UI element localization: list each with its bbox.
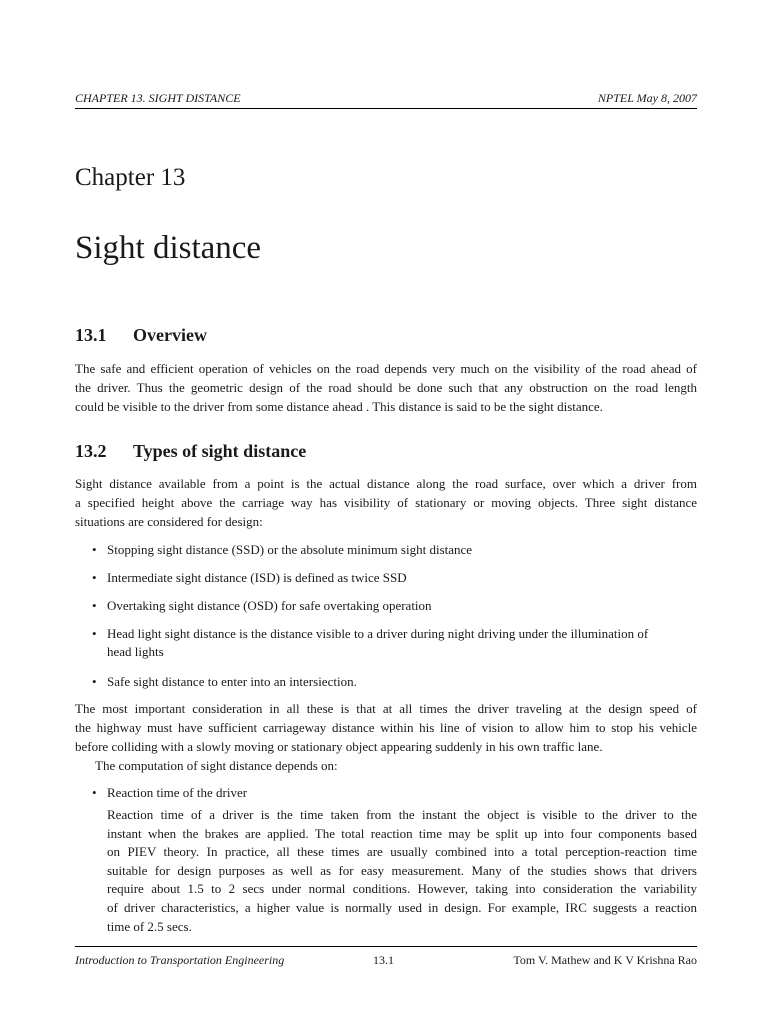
consideration-paragraph xyxy=(75,699,697,775)
section-number: 13.1 xyxy=(75,325,107,345)
bullet-dot: • xyxy=(92,542,97,557)
bullet-dot: • xyxy=(92,598,97,613)
list-item-text: Safe sight distance to enter into an intersiection. xyxy=(107,674,357,689)
paragraph-line: Reaction time of a driver is the time taken from the instant the object is visible to the driver to the xyxy=(107,807,697,822)
paragraph-line: Sight distance available from a point is the actual distance along the road surface, over which a driver from xyxy=(75,476,697,491)
list-item xyxy=(75,783,697,802)
list-item-text: Stopping sight distance (SSD) or the absolute minimum sight distance xyxy=(107,542,473,557)
section-title: Overview xyxy=(133,325,207,345)
list-item-text: Overtaking sight distance (OSD) for safe overtaking operation xyxy=(107,598,432,613)
paragraph-line: instant when the brakes are applied. The total reaction time may be split up into four components based xyxy=(107,825,697,841)
paragraph-line: The most important consideration in all these is that at all times the driver traveling at the design speed of xyxy=(75,701,697,716)
paragraph-line: require about 1.5 to 2 secs under normal conditions. However, taking into consideration the variability xyxy=(107,881,697,897)
footer-course-title: Introduction to Transportation Engineering xyxy=(75,953,285,967)
document-page xyxy=(75,0,697,1024)
list-item-text: Intermediate sight distance (ISD) is defined as twice SSD xyxy=(107,570,407,585)
list-item xyxy=(75,596,697,615)
list-item xyxy=(75,540,697,559)
bullet-dot: • xyxy=(92,674,97,689)
footer-authors: Tom V. Mathew and K V Krishna Rao xyxy=(513,953,697,967)
list-item-text: head lights xyxy=(107,644,164,659)
paragraph-line: The safe and efficient operation of vehicles on the road depends very much on the visibility of the road ahead of xyxy=(75,361,697,376)
paragraph-line: time of 2.5 secs. xyxy=(107,918,192,934)
section-heading-overview xyxy=(75,325,207,346)
paragraph-line: suitable for design purposes as well as for easy measurement. Many of the studies shows that drivers xyxy=(107,862,697,878)
header-source-date: NPTEL May 8, 2007 xyxy=(597,91,697,105)
bullet-dot: • xyxy=(92,570,97,585)
list-item-text: Reaction time of the driver xyxy=(107,785,248,800)
paragraph-line: before colliding with a slowly moving or stationary object appearing suddenly in his own traffic lane. xyxy=(75,739,603,754)
section-number: 13.2 xyxy=(75,441,107,461)
paragraph-line: could be visible to the driver from some distance ahead . This distance is said to be the sight distance. xyxy=(75,399,603,414)
bullet-dot: • xyxy=(92,785,97,800)
section-title: Types of sight distance xyxy=(133,441,307,461)
running-header xyxy=(75,91,697,109)
chapter-label: Chapter 13 xyxy=(75,164,186,191)
paragraph-line: on PIEV theory. In practice, all these times are usually combined into a total perception-reaction time xyxy=(107,844,697,860)
section-heading-types xyxy=(75,441,306,462)
running-footer xyxy=(75,946,697,967)
footer-page-number: 13.1 xyxy=(373,953,394,967)
overview-paragraph xyxy=(75,359,697,416)
paragraph-line: The computation of sight distance depends on: xyxy=(95,758,338,773)
reaction-time-paragraph xyxy=(107,806,697,936)
bullet-dot: • xyxy=(92,626,97,641)
header-chapter-title: CHAPTER 13. SIGHT DISTANCE xyxy=(75,91,241,105)
types-paragraph xyxy=(75,474,697,531)
list-item-text: Head light sight distance is the distance visible to a driver during night driving under the illumination of xyxy=(107,626,649,641)
list-item xyxy=(75,568,697,587)
list-item xyxy=(75,624,697,662)
paragraph-line: the highway must have sufficient carriageway distance within his line of vision to allow him to stop his vehicle xyxy=(75,720,697,735)
list-item xyxy=(75,672,697,691)
paragraph-line: the driver. Thus the geometric design of the road should be done such that any obstruction on the road length xyxy=(75,380,697,395)
paragraph-line: of driver characteristics, a higher value is normally used in design. For example, IRC suggests a reaction xyxy=(107,899,697,915)
chapter-title: Sight distance xyxy=(75,230,262,266)
paragraph-line: situations are considered for design: xyxy=(75,514,263,529)
paragraph-line: a specified height above the carriage way has visibility of stationary or moving objects. Three sight distance xyxy=(75,495,697,510)
